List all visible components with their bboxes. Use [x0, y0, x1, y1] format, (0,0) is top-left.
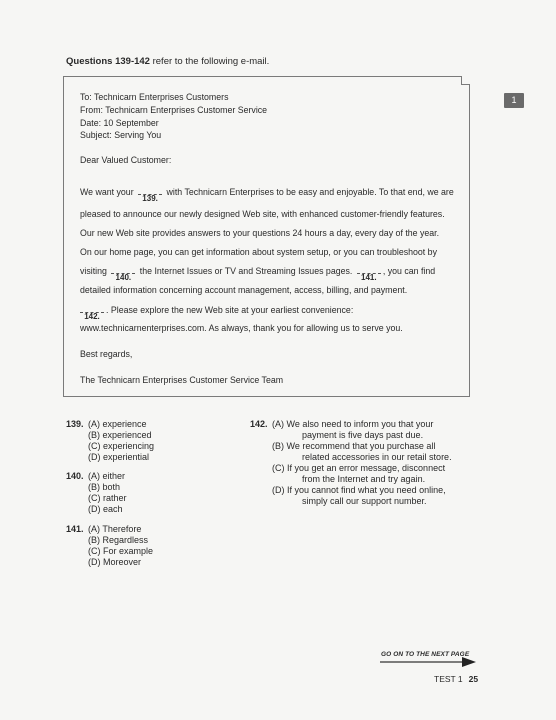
option-a[interactable]: (A) Therefore [88, 524, 142, 534]
email-date: Date: 10 September [80, 117, 159, 128]
option-b[interactable]: (B) experienced [88, 430, 152, 440]
email-line: We want your 139. with Technicarn Enterprises to be easy and enjoyable. To that end, we are [80, 187, 454, 203]
option-d[interactable]: (D) experiential [88, 452, 150, 462]
question-139 [66, 419, 154, 463]
email-closing: Best regards, [80, 349, 133, 359]
option-b[interactable]: (B) We recommend that you purchase all [272, 441, 436, 451]
email-greeting: Dear Valued Customer: [80, 155, 172, 165]
option-a[interactable]: (A) experience [88, 419, 147, 429]
option-b-continued: related accessories in our retail store. [302, 452, 452, 462]
option-c[interactable]: (C) experiencing [88, 441, 155, 451]
option-c[interactable]: (C) If you get an error message, disconnect [272, 463, 446, 473]
questions-intro [66, 56, 269, 67]
test-label: TEST 1 [434, 674, 463, 684]
email-header [80, 91, 267, 167]
page-footer [434, 674, 478, 684]
email-line: Our new Web site provides answers to your questions 24 hours a day, every day of the year. [80, 228, 440, 238]
option-d[interactable]: (D) If you cannot find what you need online, [272, 485, 446, 495]
arrow-right-icon [380, 657, 476, 667]
next-page-label: GO ON TO THE NEXT PAGE [381, 651, 470, 658]
email-line: visiting 140. the Internet Issues or TV and Streaming Issues pages. 141. , you can find [80, 266, 436, 282]
email-line: detailed information concerning account management, access, billing, and payment. [80, 285, 408, 295]
email-to: To: Technicarn Enterprises Customers [80, 92, 229, 102]
section-tab: 1 [504, 93, 524, 108]
answer-blank: 141. [357, 266, 381, 274]
page-number: 25 [468, 674, 479, 684]
option-a[interactable]: (A) We also need to inform you that your [272, 419, 434, 429]
intro-text: refer to the following e-mail. [149, 56, 270, 67]
question-number: 139. [66, 419, 84, 429]
question-number: 141. [66, 524, 84, 534]
email-line: On our home page, you can get information about system setup, or you can troubleshoot by [80, 247, 437, 257]
email-line: www.technicarnenterprises.com. As always, thank you for allowing us to serve you. [80, 323, 403, 333]
question-140 [66, 471, 127, 515]
option-a[interactable]: (A) either [88, 471, 126, 481]
option-d[interactable]: (D) each [88, 504, 123, 514]
option-d[interactable]: (D) Moreover [88, 557, 142, 567]
questions-range: Questions 139-142 [66, 56, 150, 67]
option-c-continued: from the Internet and try again. [302, 474, 426, 484]
question-number: 140. [66, 471, 84, 481]
email-box [63, 76, 470, 397]
email-line: pleased to announce our newly designed Web site, with enhanced customer-friendly features. [80, 209, 445, 219]
answer-blank: 139. [138, 187, 162, 195]
option-c[interactable]: (C) rather [88, 493, 127, 503]
email-line: 142. . Please explore the new Web site at your earliest convenience: [80, 305, 353, 315]
option-d-continued: simply call our support number. [302, 496, 427, 506]
answer-blank: 140. [111, 266, 135, 274]
option-b[interactable]: (B) Regardless [88, 535, 149, 545]
question-number: 142. [250, 419, 268, 429]
option-c[interactable]: (C) For example [88, 546, 154, 556]
option-b[interactable]: (B) both [88, 482, 121, 492]
question-141 [66, 524, 153, 568]
email-from: From: Technicarn Enterprises Customer Service [80, 104, 268, 115]
option-a-continued: payment is five days past due. [302, 430, 424, 440]
answer-blank: 142. [80, 305, 104, 313]
email-signature: The Technicarn Enterprises Customer Service Team [80, 375, 284, 385]
question-142 [250, 419, 452, 507]
email-subject: Subject: Serving You [80, 130, 162, 141]
